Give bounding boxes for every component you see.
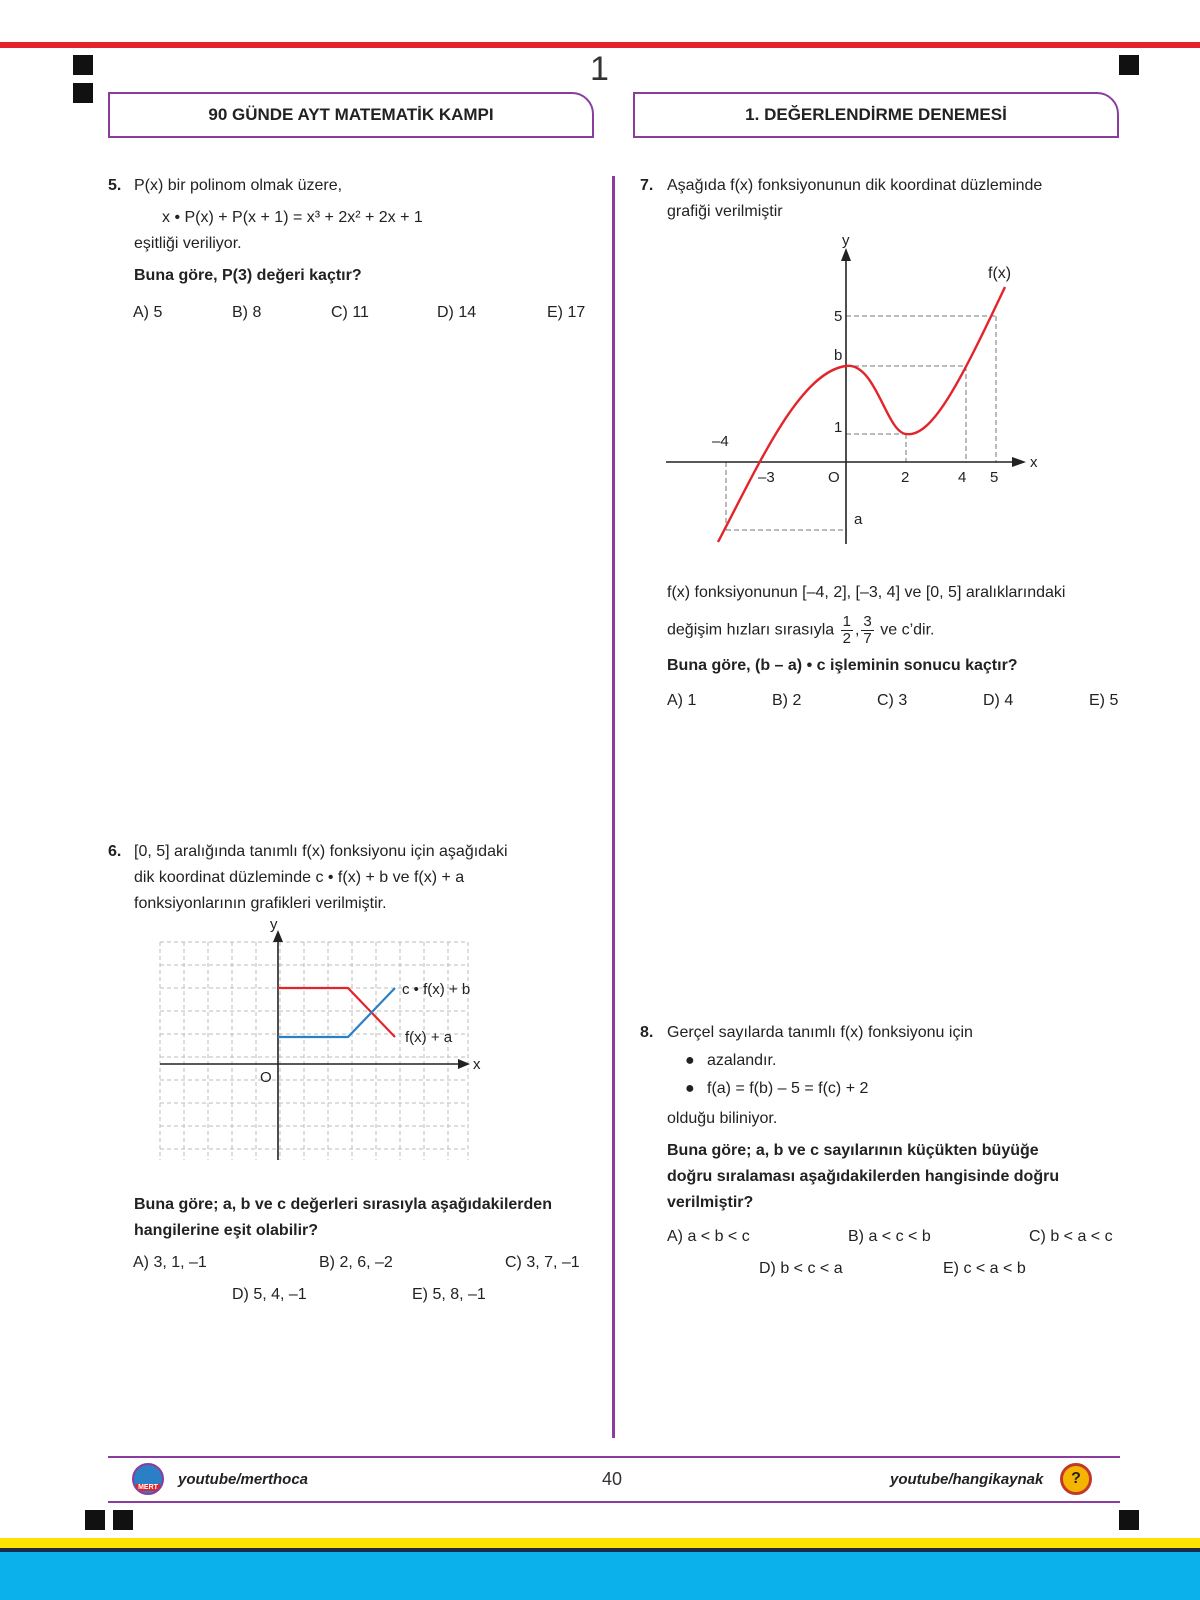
q8-line1: Gerçel sayılarda tanımlı f(x) fonksiyonu için (667, 1024, 973, 1041)
fraction-numerator: 1 (842, 613, 851, 630)
q7-curve-label: f(x) (988, 265, 1012, 282)
q5-option-b[interactable]: B) 8 (232, 304, 262, 321)
q7-text1: f(x) fonksiyonunun [–4, 2], [–3, 4] ve [0, 5] aralıklarındaki (667, 584, 1066, 601)
q7-line1: Aşağıda f(x) fonksiyonunun dik koordinat düzleminde (667, 177, 1043, 194)
q7-question: Buna göre, (b – a) • c işleminin sonucu kaçtır? (667, 657, 1018, 674)
q6-question (134, 1192, 604, 1244)
q7-text2 (667, 614, 1167, 647)
q6-graph (150, 920, 530, 1165)
question-number: 7. (640, 177, 654, 194)
q6-question-line1: Buna göre; a, b ve c değerleri sırasıyla aşağıdakilerden (134, 1196, 552, 1213)
q7-tick-x-2: 2 (901, 469, 910, 486)
question-7 (640, 173, 1150, 225)
question-number: 5. (108, 177, 122, 194)
q5-line1: P(x) bir polinom olmak üzere, (134, 177, 343, 194)
q7-fraction-1 (841, 614, 853, 647)
q6-red-label: c • f(x) + b (402, 981, 471, 998)
q7-tick-x-neg4: –4 (712, 433, 729, 450)
q7-y-label: y (842, 232, 850, 249)
q7-text2-post: ve c’dir. (880, 621, 935, 639)
corner-square (1119, 55, 1139, 75)
q8-bullet-2 (685, 1076, 1160, 1102)
q7-origin-label: O (828, 469, 840, 486)
q6-red-curve (278, 988, 395, 1037)
bottom-yellow-band (0, 1538, 1200, 1548)
q6-option-b[interactable]: B) 2, 6, –2 (319, 1254, 393, 1271)
question-6 (108, 839, 598, 917)
q8-bullet1-text: azalandır. (707, 1052, 777, 1069)
q7-x-arrow (1012, 457, 1026, 467)
q7-fraction-separator: , (854, 621, 860, 639)
q5-option-d[interactable]: D) 14 (437, 304, 477, 321)
q7-option-a[interactable]: A) 1 (667, 692, 697, 709)
q6-question-line2: hangilerine eşit olabilir? (134, 1222, 319, 1239)
q7-body (667, 580, 1167, 679)
q7-y-arrow (841, 248, 851, 261)
q6-option-d[interactable]: D) 5, 4, –1 (232, 1286, 307, 1303)
question-number: 6. (108, 843, 122, 860)
corner-square (85, 1510, 105, 1530)
question-5 (108, 173, 598, 289)
footer-left-link[interactable]: youtube/merthoca (178, 1471, 309, 1488)
top-red-bar (0, 42, 1200, 48)
q8-option-a[interactable]: A) a < b < c (667, 1228, 750, 1245)
q7-tick-x-neg3: –3 (758, 469, 775, 486)
fraction-denominator: 7 (863, 630, 872, 647)
q8-question-line2: doğru sıralaması aşağıdakilerden hangisinde doğru (667, 1168, 1060, 1185)
q6-blue-label: f(x) + a (405, 1029, 453, 1046)
footer-right-logo-icon (1060, 1463, 1092, 1495)
q7-line2: grafiği verilmiştir (667, 203, 783, 220)
corner-square (73, 55, 93, 75)
footer-right-link[interactable]: youtube/hangikaynak (890, 1471, 1044, 1488)
q6-option-a[interactable]: A) 3, 1, –1 (133, 1254, 207, 1271)
q5-option-c[interactable]: C) 11 (331, 304, 369, 321)
q7-x-label: x (1030, 454, 1038, 471)
q6-line2: dik koordinat düzleminde c • f(x) + b ve f(x) + a (134, 869, 465, 886)
bottom-cyan-band (0, 1552, 1200, 1600)
header-right-box (633, 92, 1119, 138)
fraction-denominator: 2 (842, 630, 851, 647)
header-left-box (108, 92, 594, 138)
q5-line3: eşitliği veriliyor. (134, 235, 242, 252)
q7-graph (660, 232, 1060, 552)
footer-left-avatar-icon (132, 1463, 164, 1495)
q6-grid (160, 942, 471, 1160)
header-right-title: 1. DEĞERLENDİRME DENEMESİ (745, 105, 1007, 124)
q6-line1: [0, 5] aralığında tanımlı f(x) fonksiyonu için aşağıdaki (134, 843, 508, 860)
q5-equation: x • P(x) + P(x + 1) = x³ + 2x² + 2x + 1 (162, 209, 423, 226)
q8-option-e[interactable]: E) c < a < b (943, 1260, 1026, 1277)
q8-question-line1: Buna göre; a, b ve c sayılarının küçükten büyüğe (667, 1142, 1039, 1159)
q6-option-e[interactable]: E) 5, 8, –1 (412, 1286, 486, 1303)
q8-option-b[interactable]: B) a < c < b (848, 1228, 931, 1245)
q7-option-b[interactable]: B) 2 (772, 692, 802, 709)
q6-option-c[interactable]: C) 3, 7, –1 (505, 1254, 580, 1271)
bullet-icon: ● (685, 1080, 695, 1097)
q8-option-d[interactable]: D) b < c < a (759, 1260, 843, 1277)
q7-option-c[interactable]: C) 3 (877, 692, 908, 709)
q5-option-a[interactable]: A) 5 (133, 304, 163, 321)
q5-question: Buna göre, P(3) değeri kaçtır? (134, 267, 362, 284)
q8-option-c[interactable]: C) b < a < c (1029, 1228, 1113, 1245)
top-page-marker: 1 (590, 50, 609, 88)
q5-option-e[interactable]: E) 17 (547, 304, 586, 321)
q7-guides (726, 316, 999, 530)
q8-line4: olduğu biliniyor. (667, 1110, 778, 1127)
q8-question-line3: verilmiştir? (667, 1194, 754, 1211)
q7-tick-y-a: a (854, 511, 863, 528)
corner-square (1119, 1510, 1139, 1530)
q6-y-label: y (270, 920, 278, 933)
q7-option-e[interactable]: E) 5 (1089, 692, 1119, 709)
footer-top-line (108, 1456, 1120, 1458)
fraction-numerator: 3 (863, 613, 872, 630)
q6-blue-curve (278, 988, 395, 1037)
question-8 (640, 1020, 1160, 1216)
q8-question (667, 1138, 1160, 1216)
avatar-badge: MERT (138, 1484, 158, 1491)
q7-tick-y-1: 1 (834, 419, 843, 436)
q7-fraction-2 (861, 614, 873, 647)
header-left-title: 90 GÜNDE AYT MATEMATİK KAMPI (208, 105, 494, 124)
footer-bottom-line (108, 1501, 1120, 1503)
q7-tick-x-4: 4 (958, 469, 967, 486)
q6-line3: fonksiyonlarının grafikleri verilmiştir. (134, 895, 387, 912)
q7-option-d[interactable]: D) 4 (983, 692, 1014, 709)
q7-curve (718, 287, 1005, 542)
q7-text2-pre: değişim hızları sırasıyla (667, 621, 835, 639)
bullet-icon: ● (685, 1052, 695, 1069)
question-number: 8. (640, 1024, 654, 1041)
q6-x-arrow (458, 1059, 470, 1069)
q7-tick-x-5: 5 (990, 469, 999, 486)
q8-bullet-1 (685, 1048, 1160, 1074)
page-number: 40 (602, 1469, 623, 1489)
question-mark-glyph: ? (1071, 1470, 1081, 1487)
q6-x-label: x (473, 1056, 481, 1073)
column-divider (612, 176, 615, 1438)
q8-bullet2-text: f(a) = f(b) – 5 = f(c) + 2 (707, 1080, 869, 1097)
corner-square (113, 1510, 133, 1530)
q6-origin-label: O (260, 1069, 272, 1086)
q7-tick-y-5: 5 (834, 308, 843, 325)
corner-square (73, 83, 93, 103)
q7-tick-y-b: b (834, 347, 843, 364)
